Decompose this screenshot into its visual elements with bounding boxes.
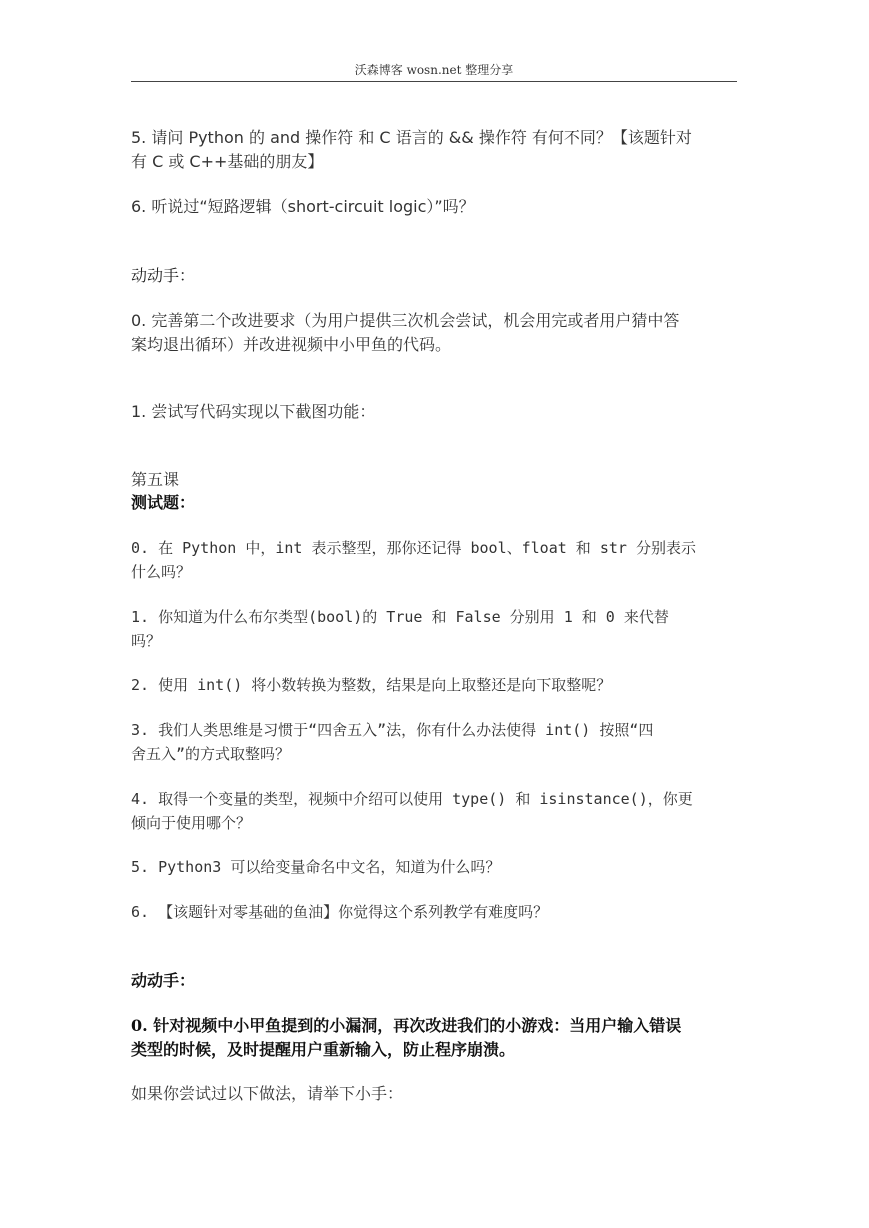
quiz-5: 5. Python3 可以给变量命名中文名，知道为什么吗？ — [131, 858, 501, 876]
question-6: 6. 听说过“短路逻辑（short-circuit logic）”吗？ — [131, 197, 475, 216]
quiz-3-line-1: 3. 我们人类思维是习惯于“四舍五入”法，你有什么办法使得 int() 按照“四 — [131, 721, 654, 739]
practice-0-line-2: 案均退出循环）并改进视频中小甲鱼的代码。 — [131, 335, 452, 354]
quiz-1-line-2: 吗？ — [131, 632, 162, 650]
quiz-2: 2. 使用 int() 将小数转换为整数，结果是向上取整还是向下取整呢？ — [131, 676, 612, 694]
quiz-0-line-2: 什么吗？ — [131, 563, 192, 581]
quiz-4-line-2: 倾向于使用哪个？ — [131, 814, 252, 832]
quiz-0-line-1: 0. 在 Python 中，int 表示整型，那你还记得 bool、float 和 str 分别表示 — [131, 539, 696, 557]
quiz-3-line-2: 舍五入”的方式取整吗？ — [131, 745, 291, 763]
question-5-line-1: 5. 请问 Python 的 and 操作符 和 C 语言的 && 操作符 有何不同？【该题针对 — [131, 128, 692, 147]
practice-1: 1. 尝试写代码实现以下截图功能： — [131, 402, 376, 421]
practice-heading-2: 动动手： — [131, 971, 196, 990]
quiz-6: 6. 【该题针对零基础的鱼油】你觉得这个系列教学有难度吗？ — [131, 903, 549, 921]
quiz-heading: 测试题： — [131, 493, 196, 512]
practice-2-0-line-2: 类型的时候，及时提醒用户重新输入，防止程序崩溃。 — [131, 1040, 516, 1059]
practice-0-line-1: 0. 完善第二个改进要求（为用户提供三次机会尝试，机会用完或者用户猜中答 — [131, 311, 680, 330]
closing-line: 如果你尝试过以下做法，请举下小手： — [131, 1084, 404, 1103]
practice-heading-1: 动动手： — [131, 266, 196, 285]
question-5-line-2: 有 C 或 C++基础的朋友】 — [131, 152, 324, 171]
practice-2-0-line-1: 0. 针对视频中小甲鱼提到的小漏洞，再次改进我们的小游戏：当用户输入错误 — [131, 1016, 682, 1035]
lesson-title: 第五课 — [131, 470, 180, 489]
page-header: 沃森博客 wosn.net 整理分享 — [354, 63, 514, 77]
quiz-4-line-1: 4. 取得一个变量的类型，视频中介绍可以使用 type() 和 isinstance()，你更 — [131, 790, 693, 808]
quiz-1-line-1: 1. 你知道为什么布尔类型(bool)的 True 和 False 分别用 1 和 0 来代替 — [131, 608, 669, 626]
header-divider — [131, 81, 737, 82]
